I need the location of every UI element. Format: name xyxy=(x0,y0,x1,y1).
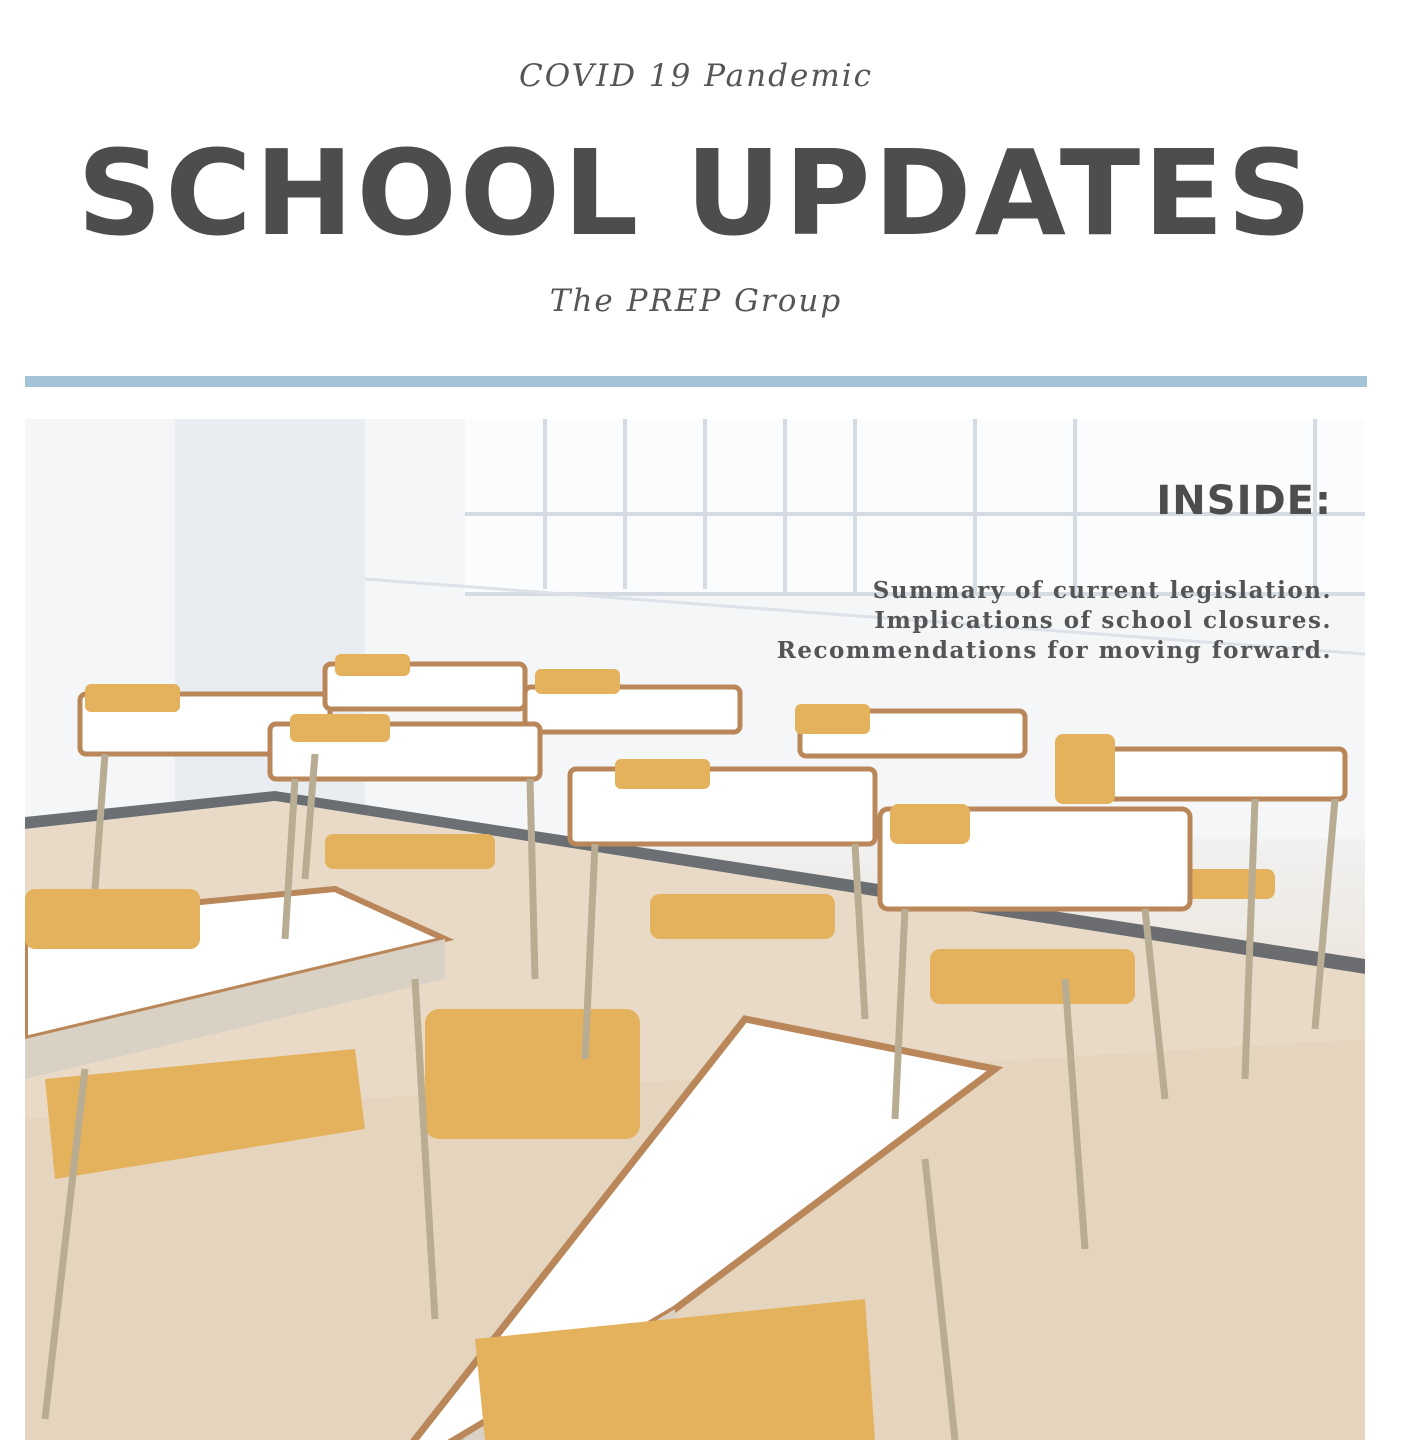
inside-item: Recommendations for moving forward. xyxy=(776,637,1332,664)
cover-kicker: COVID 19 Pandemic xyxy=(518,58,873,94)
inside-list xyxy=(777,576,1332,666)
inside-heading: INSIDE: xyxy=(1156,478,1332,524)
inside-item: Implications of school closures. xyxy=(874,607,1332,634)
inside-item: Summary of current legislation. xyxy=(872,577,1332,604)
cover-subtitle: The PREP Group xyxy=(549,283,843,319)
empty-classroom-icon xyxy=(25,419,1365,1440)
divider-rule xyxy=(25,376,1367,387)
cover-title: SCHOOL UPDATES xyxy=(77,124,1315,262)
classroom-photo xyxy=(25,419,1365,1440)
